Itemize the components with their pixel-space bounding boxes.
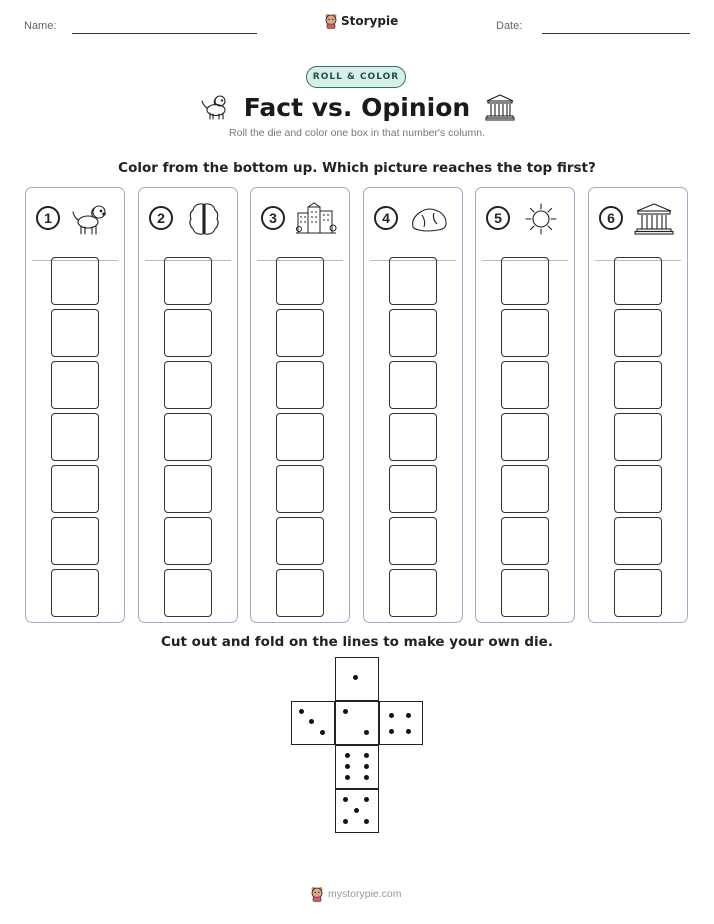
name-label: Name:: [24, 20, 57, 32]
column-4: [363, 187, 463, 623]
color-box[interactable]: [389, 517, 437, 565]
color-box[interactable]: [389, 569, 437, 617]
subtitle: Roll the die and color one box in that number's column.: [229, 127, 485, 139]
color-box[interactable]: [614, 309, 662, 357]
die-face-1[interactable]: [335, 657, 379, 701]
color-box[interactable]: [51, 309, 99, 357]
brain-icon: [183, 201, 225, 237]
die-face-5[interactable]: [335, 789, 379, 833]
date-label: Date:: [496, 20, 523, 32]
color-box[interactable]: [276, 517, 324, 565]
roll-color-badge: ROLL & COLOR: [306, 66, 406, 88]
color-box[interactable]: [501, 569, 549, 617]
color-box[interactable]: [276, 309, 324, 357]
column-1: [25, 187, 125, 623]
sun-icon: [520, 201, 562, 237]
column-2: [138, 187, 238, 623]
puppy-icon: [198, 92, 230, 122]
color-box[interactable]: [614, 517, 662, 565]
color-box[interactable]: [164, 257, 212, 305]
color-box[interactable]: [501, 465, 549, 513]
color-box[interactable]: [164, 465, 212, 513]
color-box[interactable]: [389, 361, 437, 409]
museum-icon: [633, 201, 675, 237]
color-box[interactable]: [276, 465, 324, 513]
bear-mascot-icon: [324, 13, 338, 29]
column-number: 1: [36, 206, 60, 230]
color-box[interactable]: [51, 465, 99, 513]
color-box[interactable]: [276, 413, 324, 461]
column-5: [475, 187, 575, 623]
color-box[interactable]: [164, 309, 212, 357]
color-box[interactable]: [389, 413, 437, 461]
color-box[interactable]: [164, 569, 212, 617]
museum-icon: [484, 92, 516, 122]
color-box[interactable]: [501, 257, 549, 305]
footer: [310, 886, 402, 902]
color-box[interactable]: [51, 569, 99, 617]
color-box[interactable]: [501, 413, 549, 461]
column-number: 2: [149, 206, 173, 230]
die-face-3[interactable]: [291, 701, 335, 745]
color-box[interactable]: [614, 361, 662, 409]
color-box[interactable]: [389, 309, 437, 357]
die-instruction: Cut out and fold on the lines to make your own die.: [161, 634, 553, 650]
color-box[interactable]: [164, 361, 212, 409]
column-number: 3: [261, 206, 285, 230]
color-box[interactable]: [501, 517, 549, 565]
logo-text: Storypie: [341, 14, 399, 28]
color-box[interactable]: [501, 361, 549, 409]
die-face-2[interactable]: [335, 701, 379, 745]
color-box[interactable]: [614, 413, 662, 461]
city-icon: [295, 201, 337, 237]
die-face-6[interactable]: [335, 745, 379, 789]
color-box[interactable]: [276, 257, 324, 305]
color-box[interactable]: [389, 465, 437, 513]
storypie-logo: [324, 13, 398, 29]
footer-link[interactable]: mystorypie.com: [328, 888, 402, 900]
color-box[interactable]: [51, 257, 99, 305]
color-box[interactable]: [389, 257, 437, 305]
column-6: [588, 187, 688, 623]
rock-icon: [408, 201, 450, 237]
instruction: Color from the bottom up. Which picture reaches the top first?: [118, 160, 596, 176]
column-number: 4: [374, 206, 398, 230]
column-3: [250, 187, 350, 623]
puppy-icon: [70, 201, 112, 237]
color-box[interactable]: [501, 309, 549, 357]
die-face-4[interactable]: [379, 701, 423, 745]
color-box[interactable]: [276, 361, 324, 409]
page-title: Fact vs. Opinion: [243, 92, 471, 122]
color-box[interactable]: [51, 517, 99, 565]
color-box[interactable]: [164, 517, 212, 565]
color-box[interactable]: [51, 361, 99, 409]
color-box[interactable]: [614, 465, 662, 513]
date-line[interactable]: [542, 33, 690, 34]
title-row: [0, 92, 714, 122]
name-line[interactable]: [72, 33, 257, 34]
bear-mascot-icon: [310, 886, 324, 902]
color-box[interactable]: [51, 413, 99, 461]
color-box[interactable]: [614, 569, 662, 617]
column-number: 6: [599, 206, 623, 230]
column-number: 5: [486, 206, 510, 230]
color-box[interactable]: [614, 257, 662, 305]
color-box[interactable]: [164, 413, 212, 461]
color-box[interactable]: [276, 569, 324, 617]
